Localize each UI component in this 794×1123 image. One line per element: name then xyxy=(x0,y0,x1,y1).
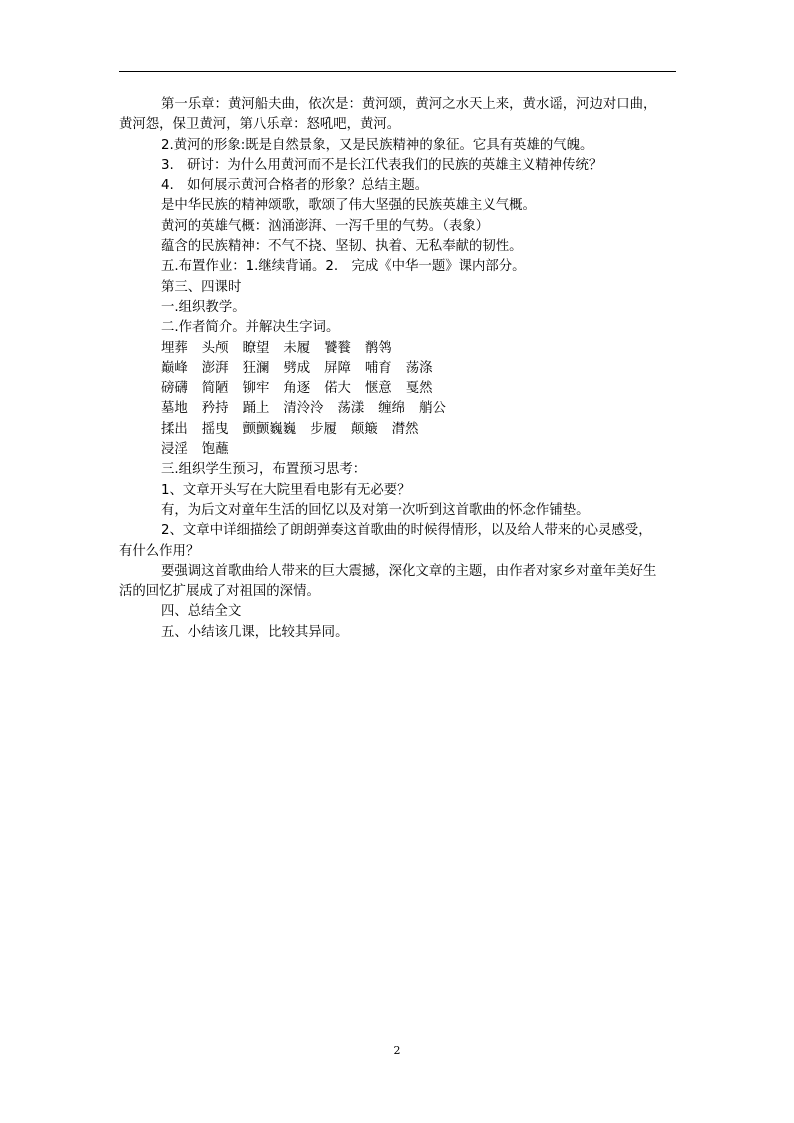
vocab-word: 未履 xyxy=(283,340,311,356)
vocab-word: 踊上 xyxy=(242,401,270,417)
text-line: 2.黄河的形象:既是自然景象，又是民族精神的象征。它具有英雄的气魄。 xyxy=(161,137,594,153)
document-body xyxy=(119,95,681,643)
vocab-word: 缠绵 xyxy=(378,401,406,417)
vocab-word: 澎湃 xyxy=(201,360,229,376)
vocab-word: 清泠泠 xyxy=(283,401,324,417)
vocab-word: 墓地 xyxy=(161,401,188,417)
text-line: 五、小结该几课，比较其异同。 xyxy=(161,624,349,640)
vocab-word: 哺育 xyxy=(364,360,392,376)
vocab-word: 矜持 xyxy=(201,401,229,417)
text-line: 四、总结全文 xyxy=(161,604,242,620)
vocab-word: 狂澜 xyxy=(242,360,270,376)
vocab-word: 摇曳 xyxy=(201,421,229,437)
header-rule xyxy=(119,71,676,72)
vocab-word: 荡涤 xyxy=(405,360,433,376)
vocab-row xyxy=(161,359,681,379)
text-line: 黄河怨，保卫黄河，第八乐章：怒吼吧，黄河。 xyxy=(119,117,401,133)
vocab-word: 偌大 xyxy=(324,381,351,397)
vocab-word: 饱蘸 xyxy=(201,442,229,458)
vocab-word: 戛然 xyxy=(405,381,433,397)
vocab-word: 艄公 xyxy=(419,401,446,417)
vocab-word: 荡漾 xyxy=(337,401,365,417)
text-line: 蕴含的民族精神：不气不挠、坚韧、执着、无私奉献的韧性。 xyxy=(161,239,523,255)
vocab-word: 鹡鸰 xyxy=(364,340,392,356)
vocab-word: 揉出 xyxy=(161,421,188,437)
text-line: 3. 研讨：为什么用黄河而不是长江代表我们的民族的英雄主义精神传统？ xyxy=(161,157,603,173)
text-line: 三.组织学生预习，布置预习思考： xyxy=(161,462,367,478)
vocab-word: 简陋 xyxy=(201,381,229,397)
vocab-word: 角逐 xyxy=(283,381,311,397)
text-line: 2、文章中详细描绘了朗朗弹奏这首歌曲的时候得情形，以及给人带来的心灵感受， xyxy=(161,523,652,539)
vocab-row xyxy=(161,420,681,440)
text-line: 是中华民族的精神颂歌，歌颂了伟大坚强的民族英雄主义气概。 xyxy=(161,198,536,214)
vocab-word: 步履 xyxy=(310,421,337,437)
text-line: 二.作者简介。并解决生字词。 xyxy=(161,320,340,336)
vocab-row xyxy=(161,440,681,460)
vocab-word: 劈成 xyxy=(283,360,311,376)
vocab-word: 磅礴 xyxy=(161,381,188,397)
vocab-row xyxy=(161,379,681,399)
vocab-word: 颠簸 xyxy=(350,421,378,437)
vocab-word: 潸然 xyxy=(391,421,419,437)
text-line: 1、文章开头写在大院里看电影有无必要？ xyxy=(161,482,411,498)
text-line: 第三、四课时 xyxy=(161,279,242,295)
text-line: 有什么作用？ xyxy=(119,543,200,559)
page-number: 2 xyxy=(393,1044,401,1057)
vocab-word: 惬意 xyxy=(364,381,392,397)
vocab-word: 埋葬 xyxy=(161,340,188,356)
text-line: 一.组织教学。 xyxy=(161,299,246,315)
text-line: 五.布置作业：1.继续背诵。2. 完成《中华一题》课内部分。 xyxy=(161,259,526,275)
text-line: 4. 如何展示黄河合格者的形象？总结主题。 xyxy=(161,178,429,194)
text-line: 活的回忆扩展成了对祖国的深情。 xyxy=(119,584,320,600)
vocab-row xyxy=(161,339,681,359)
vocab-word: 屏障 xyxy=(324,360,351,376)
vocab-row xyxy=(161,399,681,419)
text-line: 第一乐章：黄河船夫曲，依次是：黄河颂，黄河之水天上来，黄水谣，河边对口曲， xyxy=(161,97,657,112)
text-line: 黄河的英雄气概：汹涌澎湃、一泻千里的气势。（表象） xyxy=(161,218,490,234)
vocab-word: 浸淫 xyxy=(161,442,188,458)
vocab-word: 巅峰 xyxy=(161,360,188,376)
vocab-word: 饕餮 xyxy=(324,340,351,356)
vocab-word: 头颅 xyxy=(201,340,229,356)
vocab-word: 瞭望 xyxy=(242,340,270,356)
text-line: 要强调这首歌曲给人带来的巨大震撼，深化文章的主题，由作者对家乡对童年美好生 xyxy=(161,563,657,579)
vocab-word: 颤颤巍巍 xyxy=(242,421,297,437)
vocab-word: 铆牢 xyxy=(242,381,270,397)
text-line: 有，为后文对童年生活的回忆以及对第一次听到这首歌曲的怀念作铺垫。 xyxy=(161,502,590,518)
